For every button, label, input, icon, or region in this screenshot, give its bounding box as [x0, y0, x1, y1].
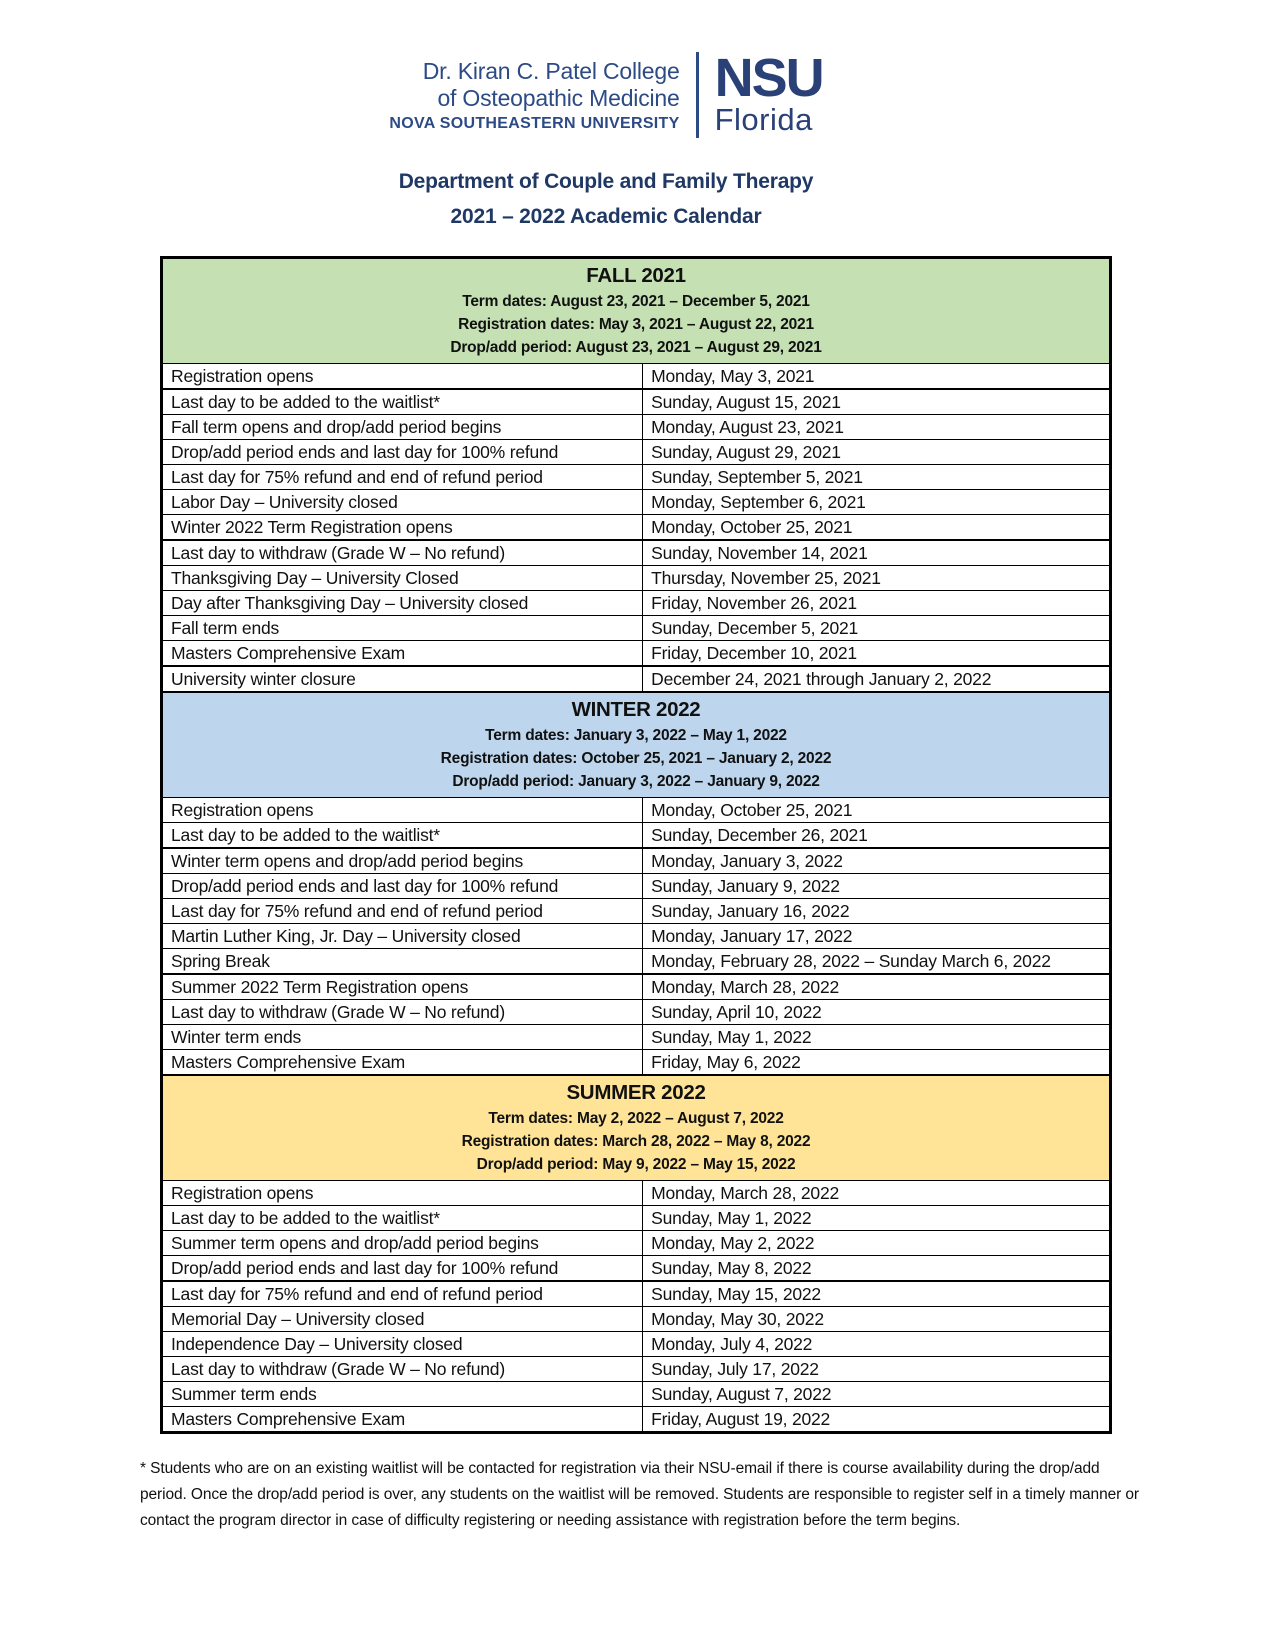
date-cell: Monday, March 28, 2022 — [643, 1181, 1111, 1206]
section-header-fall-2021 — [162, 258, 1111, 364]
calendar-row — [162, 591, 1111, 616]
calendar-row — [162, 1281, 1111, 1307]
date-cell: Monday, May 2, 2022 — [643, 1231, 1111, 1256]
calendar-row — [162, 364, 1111, 390]
date-cell: Monday, March 28, 2022 — [643, 974, 1111, 1000]
event-cell: Last day to be added to the waitlist* — [162, 1206, 643, 1231]
calendar-row — [162, 1307, 1111, 1332]
section-header-row — [162, 258, 1111, 364]
event-cell: Martin Luther King, Jr. Day – University closed — [162, 924, 643, 949]
date-cell: Sunday, August 15, 2021 — [643, 389, 1111, 415]
event-cell: Registration opens — [162, 364, 643, 390]
date-cell: Monday, September 6, 2021 — [643, 490, 1111, 515]
date-cell: December 24, 2021 through January 2, 2022 — [643, 666, 1111, 692]
calendar-row — [162, 949, 1111, 975]
event-cell: Day after Thanksgiving Day – University closed — [162, 591, 643, 616]
event-cell: Last day to withdraw (Grade W – No refund) — [162, 540, 643, 566]
section-header-summer-2022 — [162, 1075, 1111, 1181]
calendar-row — [162, 823, 1111, 849]
calendar-row — [162, 1382, 1111, 1407]
event-cell: Last day to be added to the waitlist* — [162, 823, 643, 849]
calendar-row — [162, 1231, 1111, 1256]
calendar-row — [162, 641, 1111, 667]
date-cell: Monday, May 3, 2021 — [643, 364, 1111, 390]
event-cell: Last day to be added to the waitlist* — [162, 389, 643, 415]
calendar-row — [162, 1000, 1111, 1025]
calendar-row — [162, 415, 1111, 440]
event-cell: Summer 2022 Term Registration opens — [162, 974, 643, 1000]
event-cell: Labor Day – University closed — [162, 490, 643, 515]
section-subtitle: Drop/add period: January 3, 2022 – January 9, 2022 — [452, 773, 820, 790]
calendar-row — [162, 1357, 1111, 1382]
section-subtitle: Term dates: May 2, 2022 – August 7, 2022 — [488, 1110, 784, 1127]
date-cell: Sunday, May 15, 2022 — [643, 1281, 1111, 1307]
event-cell: Drop/add period ends and last day for 100% refund — [162, 874, 643, 899]
section-header-row — [162, 1075, 1111, 1181]
calendar-row — [162, 515, 1111, 541]
calendar-row — [162, 899, 1111, 924]
calendar-row — [162, 1025, 1111, 1050]
section-subtitle: Registration dates: May 3, 2021 – August 22, 2021 — [458, 316, 814, 333]
calendar-row — [162, 490, 1111, 515]
academic-calendar-table — [160, 256, 1112, 1434]
event-cell: Drop/add period ends and last day for 100% refund — [162, 440, 643, 465]
event-cell: Summer term ends — [162, 1382, 643, 1407]
college-name-line1: Dr. Kiran C. Patel College — [422, 57, 680, 84]
date-cell: Monday, February 28, 2022 – Sunday March 6, 2022 — [643, 949, 1111, 975]
event-cell: Fall term opens and drop/add period begins — [162, 415, 643, 440]
event-cell: Last day for 75% refund and end of refund period — [162, 899, 643, 924]
date-cell: Sunday, July 17, 2022 — [643, 1357, 1111, 1382]
calendar-row — [162, 1407, 1111, 1433]
date-cell: Monday, August 23, 2021 — [643, 415, 1111, 440]
date-cell: Sunday, January 16, 2022 — [643, 899, 1111, 924]
calendar-year-title: 2021 – 2022 Academic Calendar — [450, 205, 762, 228]
date-cell: Friday, August 19, 2022 — [643, 1407, 1111, 1433]
event-cell: Drop/add period ends and last day for 100% refund — [162, 1256, 643, 1282]
event-cell: Masters Comprehensive Exam — [162, 641, 643, 667]
date-cell: Friday, November 26, 2021 — [643, 591, 1111, 616]
event-cell: University winter closure — [162, 666, 643, 692]
event-cell: Last day for 75% refund and end of refund period — [162, 465, 643, 490]
section-header-row — [162, 692, 1111, 798]
event-cell: Winter term opens and drop/add period begins — [162, 848, 643, 874]
department-title: Department of Couple and Family Therapy — [398, 170, 814, 193]
section-subtitle: Term dates: August 23, 2021 – December 5, 2021 — [462, 293, 810, 310]
date-cell: Monday, May 30, 2022 — [643, 1307, 1111, 1332]
event-cell: Fall term ends — [162, 616, 643, 641]
calendar-row — [162, 540, 1111, 566]
event-cell: Registration opens — [162, 1181, 643, 1206]
section-title: SUMMER 2022 — [566, 1081, 706, 1104]
university-logo — [130, 48, 1082, 138]
date-cell: Sunday, April 10, 2022 — [643, 1000, 1111, 1025]
date-cell: Monday, October 25, 2021 — [643, 798, 1111, 823]
section-subtitle: Registration dates: March 28, 2022 – May 8, 2022 — [461, 1133, 811, 1150]
event-cell: Masters Comprehensive Exam — [162, 1050, 643, 1076]
event-cell: Summer term opens and drop/add period begins — [162, 1231, 643, 1256]
calendar-row — [162, 798, 1111, 823]
date-cell: Monday, July 4, 2022 — [643, 1332, 1111, 1357]
date-cell: Sunday, May 8, 2022 — [643, 1256, 1111, 1282]
calendar-row — [162, 1050, 1111, 1076]
date-cell: Monday, October 25, 2021 — [643, 515, 1111, 541]
logo-divider — [696, 52, 699, 138]
calendar-row — [162, 1206, 1111, 1231]
section-subtitle: Drop/add period: August 23, 2021 – August 29, 2021 — [450, 339, 822, 356]
date-cell: Friday, December 10, 2021 — [643, 641, 1111, 667]
waitlist-footnote: * Students who are on an existing waitlist will be contacted for registration via their NSU-email if there is course availability during the drop/add period. Once the drop/add period is over, any students on the waitlist will be removed. Students are responsible to register self in a timely manner or contact the program director in case of difficulty registering or needing assistance with registration before the term begins. — [140, 1460, 1139, 1529]
college-wordmark — [389, 58, 679, 133]
university-name: NOVA SOUTHEASTERN UNIVERSITY — [389, 114, 680, 132]
calendar-table-wrapper — [160, 256, 1112, 1434]
college-name-line2: of Osteopathic Medicine — [437, 84, 680, 111]
section-header-winter-2022 — [162, 692, 1111, 798]
date-cell: Sunday, August 7, 2022 — [643, 1382, 1111, 1407]
event-cell: Last day to withdraw (Grade W – No refund) — [162, 1357, 643, 1382]
calendar-row — [162, 848, 1111, 874]
calendar-row — [162, 1181, 1111, 1206]
calendar-row — [162, 924, 1111, 949]
section-subtitle: Registration dates: October 25, 2021 – January 2, 2022 — [440, 750, 832, 767]
event-cell: Winter 2022 Term Registration opens — [162, 515, 643, 541]
nsu-acronym: NSU — [714, 48, 823, 108]
date-cell: Monday, January 3, 2022 — [643, 848, 1111, 874]
calendar-row — [162, 1332, 1111, 1357]
calendar-row — [162, 974, 1111, 1000]
document-title — [130, 164, 1082, 234]
date-cell: Thursday, November 25, 2021 — [643, 566, 1111, 591]
calendar-row — [162, 389, 1111, 415]
event-cell: Thanksgiving Day – University Closed — [162, 566, 643, 591]
date-cell: Sunday, December 5, 2021 — [643, 616, 1111, 641]
calendar-row — [162, 440, 1111, 465]
calendar-row — [162, 566, 1111, 591]
event-cell: Registration opens — [162, 798, 643, 823]
date-cell: Sunday, May 1, 2022 — [643, 1206, 1111, 1231]
section-subtitle: Drop/add period: May 9, 2022 – May 15, 2022 — [476, 1156, 796, 1173]
date-cell: Monday, January 17, 2022 — [643, 924, 1111, 949]
event-cell: Last day for 75% refund and end of refund period — [162, 1281, 643, 1307]
calendar-row — [162, 666, 1111, 692]
section-title: FALL 2021 — [586, 264, 686, 287]
calendar-row — [162, 465, 1111, 490]
date-cell: Sunday, August 29, 2021 — [643, 440, 1111, 465]
date-cell: Sunday, December 26, 2021 — [643, 823, 1111, 849]
event-cell: Masters Comprehensive Exam — [162, 1407, 643, 1433]
event-cell: Memorial Day – University closed — [162, 1307, 643, 1332]
date-cell: Sunday, May 1, 2022 — [643, 1025, 1111, 1050]
date-cell: Friday, May 6, 2022 — [643, 1050, 1111, 1076]
nsu-logo — [714, 48, 823, 137]
event-cell: Winter term ends — [162, 1025, 643, 1050]
section-title: WINTER 2022 — [571, 698, 701, 721]
event-cell: Independence Day – University closed — [162, 1332, 643, 1357]
section-subtitle: Term dates: January 3, 2022 – May 1, 2022 — [485, 727, 787, 744]
event-cell: Last day to withdraw (Grade W – No refund) — [162, 1000, 643, 1025]
date-cell: Sunday, January 9, 2022 — [643, 874, 1111, 899]
date-cell: Sunday, September 5, 2021 — [643, 465, 1111, 490]
event-cell: Spring Break — [162, 949, 643, 975]
date-cell: Sunday, November 14, 2021 — [643, 540, 1111, 566]
nsu-region: Florida — [714, 102, 813, 137]
calendar-row — [162, 874, 1111, 899]
calendar-row — [162, 1256, 1111, 1282]
calendar-row — [162, 616, 1111, 641]
